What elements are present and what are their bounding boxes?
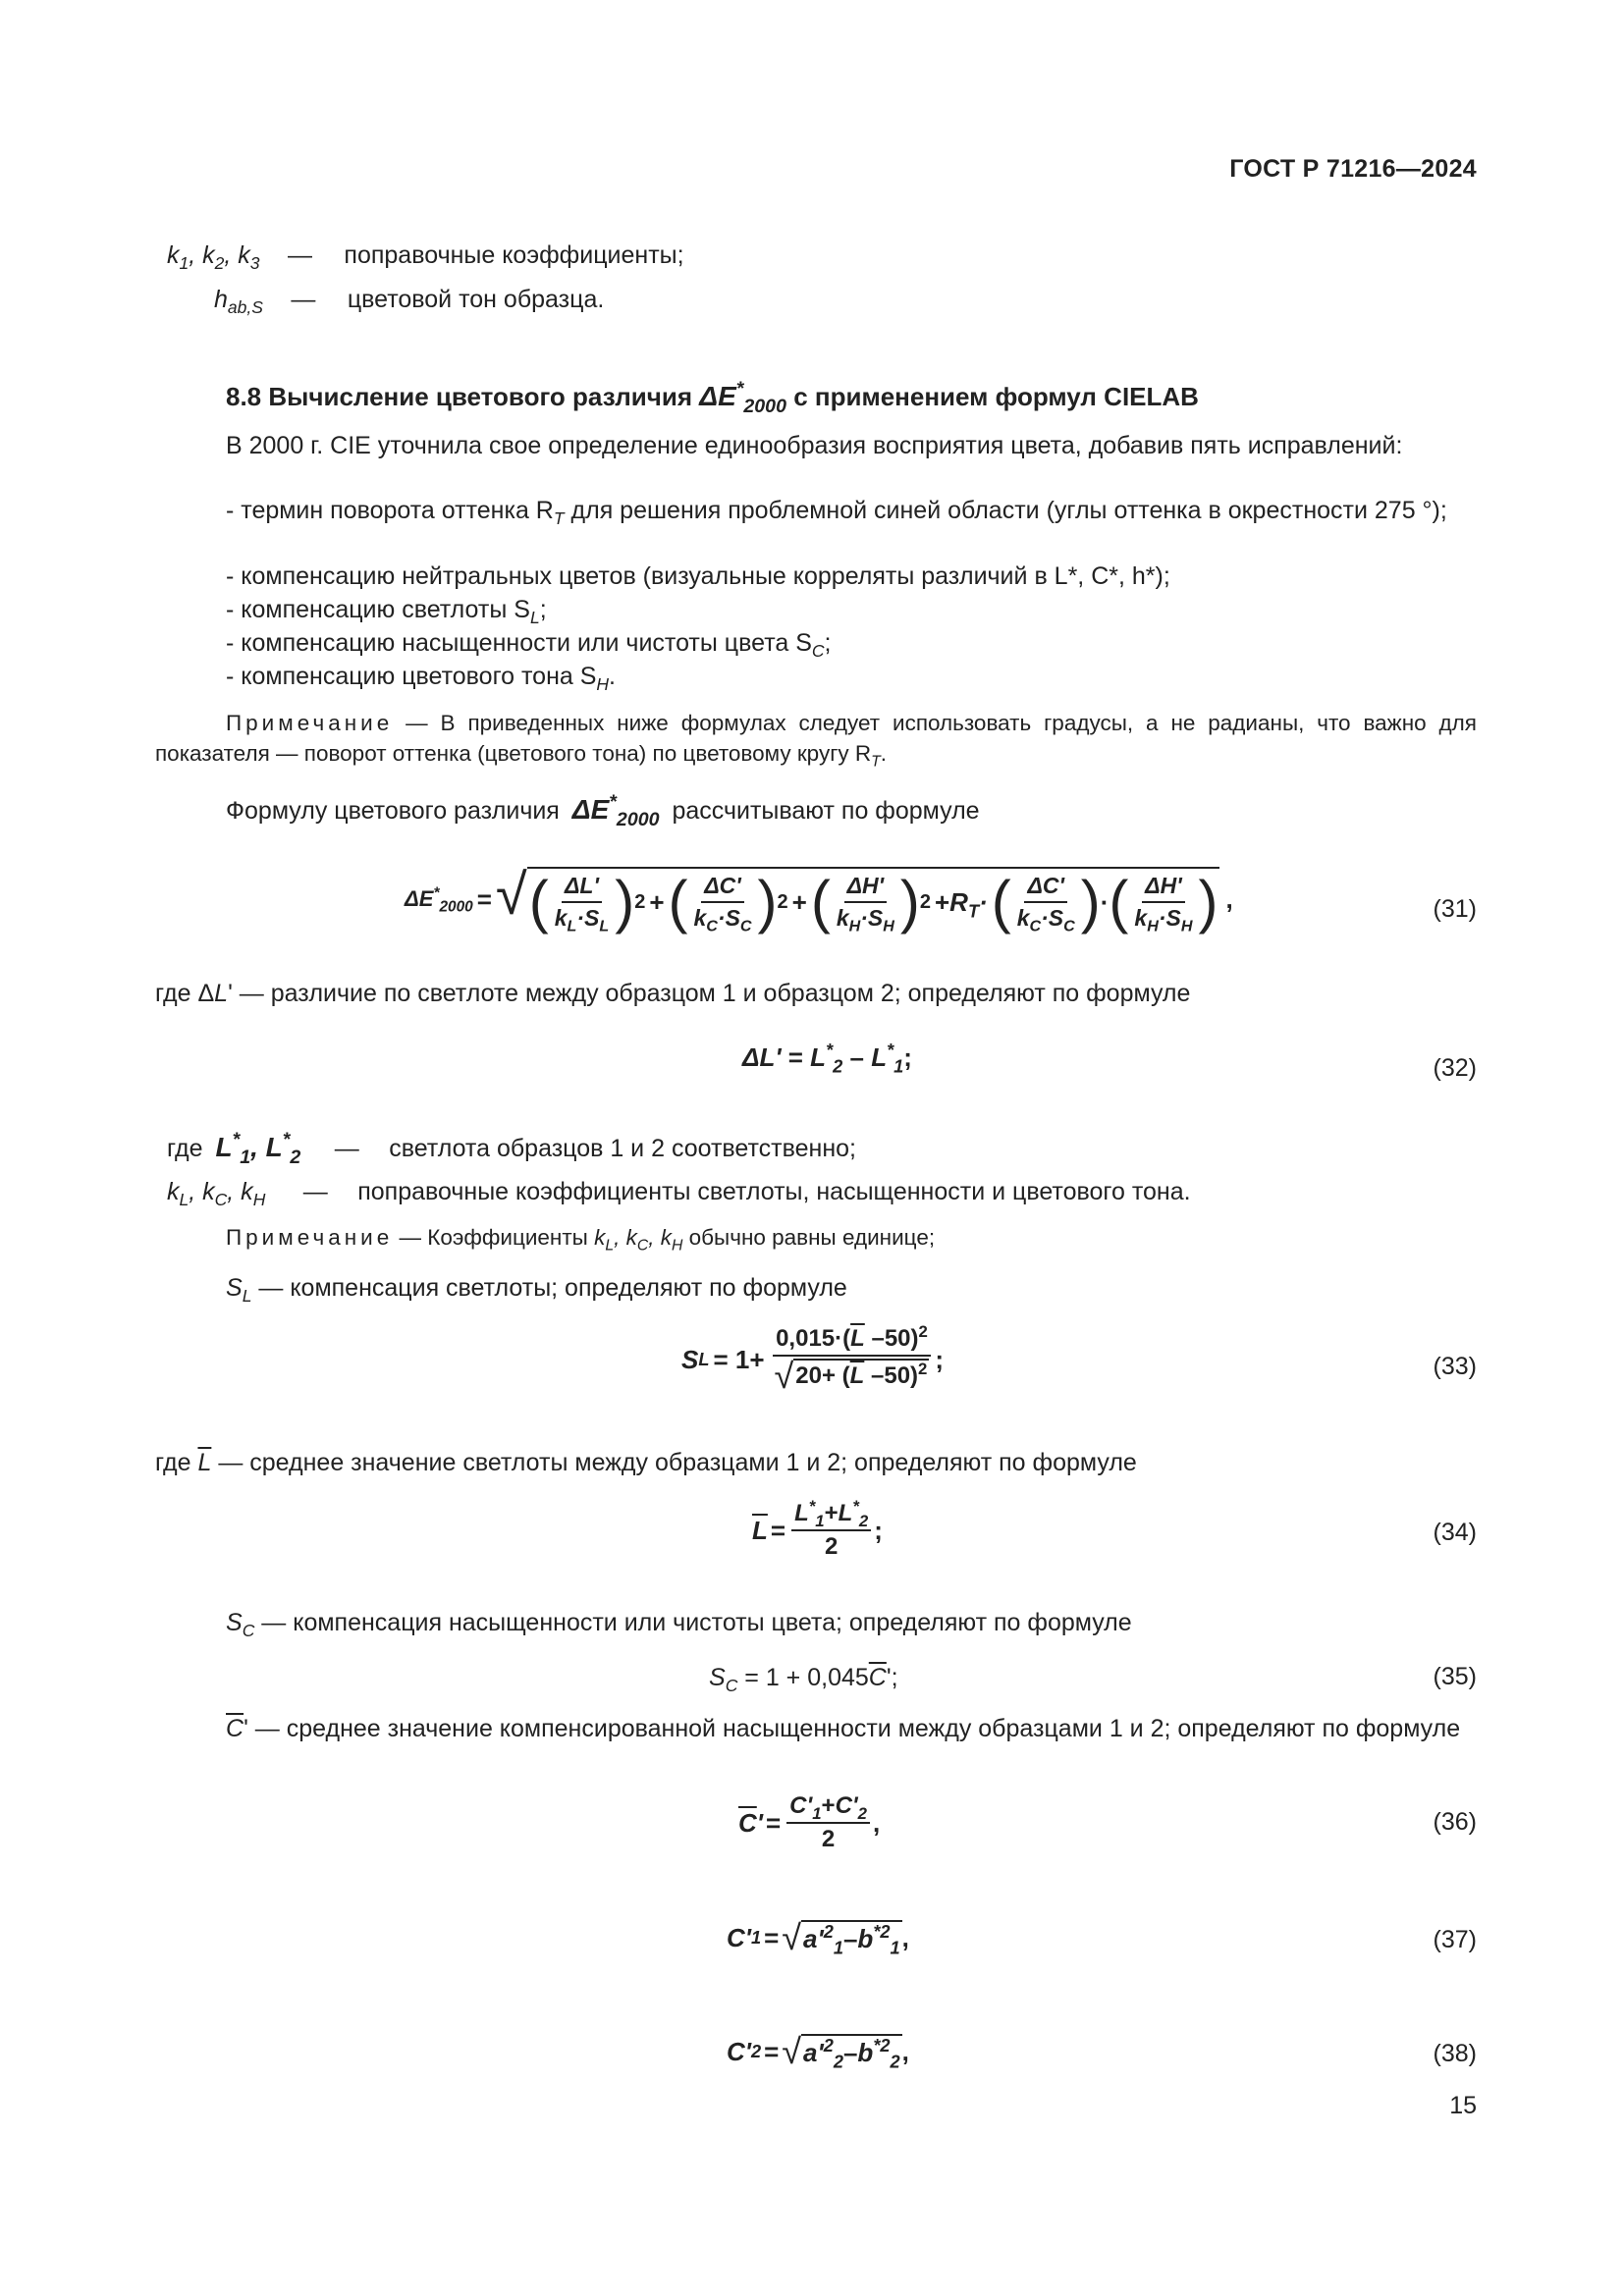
section-title-start: Вычисление цветового различия bbox=[268, 382, 693, 411]
note-text: обычно равны единице; bbox=[688, 1225, 936, 1250]
where-delta-l bbox=[155, 977, 1190, 1010]
list-item-text: - компенсацию насыщенности или чистоты цвета S bbox=[226, 629, 812, 657]
equation-34: $\overline{L}$ = $\frac{L^*_1+L^*_2}{2}$ ; bbox=[752, 1496, 883, 1560]
legend-symbol: $h_{ab,S}$ bbox=[214, 286, 263, 318]
legend-prefix: где bbox=[167, 1135, 203, 1162]
equation-number: (37) bbox=[1433, 1926, 1477, 1953]
note-coefficients: Примечание — Коэффициенты $k_L$, $k_C$, $k_H$ обычно равны единице; bbox=[226, 1225, 936, 1255]
legend-desc: светлота образцов 1 и 2 соответственно; bbox=[389, 1135, 856, 1162]
page-number: 15 bbox=[1449, 2092, 1477, 2119]
delta-e-2000-symbol: $\Delta E^*_{2000}$ bbox=[571, 791, 660, 830]
section-number: 8.8 bbox=[226, 382, 262, 411]
sc-definition: $S_C$ — компенсация насыщенности или чистоты цвета; определяют по формуле bbox=[226, 1609, 1132, 1641]
legend-row-k-coeffs bbox=[167, 1175, 1191, 1208]
where-delta-l-text: — различие по светлоте между образцом 1 и образцом 2; определяют по формуле bbox=[239, 980, 1191, 1007]
note-text: — Коэффициенты bbox=[399, 1225, 588, 1250]
legend-desc: поправочные коэффициенты; bbox=[344, 241, 684, 269]
delta-e-2000-symbol: $\Delta E^*_{2000}$ bbox=[699, 378, 786, 417]
delta-l-symbol: ΔL' bbox=[197, 980, 233, 1007]
equation-32: $\Delta L' = L^*_2 - L^*_1$; bbox=[742, 1041, 912, 1077]
sl-definition: $S_L$ — компенсация светлоты; определяют по формуле bbox=[226, 1274, 847, 1307]
equation-number: (36) bbox=[1433, 1808, 1477, 1836]
list-item: - компенсацию нейтральных цветов (визуальные корреляты различий в L*, C*, h*); bbox=[226, 562, 1170, 590]
equation-number: (32) bbox=[1433, 1054, 1477, 1082]
equation-number: (35) bbox=[1433, 1663, 1477, 1690]
equation-38: C' 2 = √ $a'^2_2-b^{*2}_2$ , bbox=[727, 2031, 909, 2072]
formula-intro bbox=[226, 793, 980, 828]
where-word: где bbox=[155, 980, 191, 1007]
formula-intro-text: рассчитывают по формуле bbox=[672, 797, 980, 825]
sl-definition-text: — компенсация светлоты; определяют по формуле bbox=[258, 1274, 847, 1302]
equation-number: (38) bbox=[1433, 2040, 1477, 2067]
equation-37: C' 1 = √ $a'^2_1-b^{*2}_1$ , bbox=[727, 1917, 909, 1958]
list-item-text: - компенсацию цветового тона S bbox=[226, 663, 597, 690]
legend-symbol: $k_L$, $k_C$, $k_H$ bbox=[167, 1178, 266, 1210]
legend-row-l bbox=[167, 1129, 856, 1168]
section-heading bbox=[226, 378, 1199, 417]
equation-35: $S_C = 1 + 0,045\overline{C}'$; bbox=[709, 1664, 898, 1696]
lbar-definition-text: — среднее значение светлоты между образцами 1 и 2; определяют по формуле bbox=[218, 1449, 1137, 1476]
lbar-definition: где $\overline{L}$ — среднее значение светлоты между образцами 1 и 2; определяют по формуле bbox=[155, 1449, 1137, 1476]
legend-dash: — bbox=[302, 1178, 328, 1205]
sc-formula-text: = 1 + 0,045 bbox=[744, 1664, 869, 1691]
legend-symbol: $L^*_1$, $L^*_2$ bbox=[215, 1129, 301, 1168]
list-item: - компенсацию цветового тона $S_H$. bbox=[226, 663, 616, 695]
list-item: - термин поворота оттенка $R_T$ для решения проблемной синей области (углы оттенка в окрестности 275 °); bbox=[226, 497, 1447, 529]
cbar-definition-text: — среднее значение компенсированной насыщенности между образцами 1 и 2; определяют по формуле bbox=[254, 1715, 1461, 1742]
where-word: где bbox=[155, 1449, 191, 1476]
document-code: ГОСТ Р 71216—2024 bbox=[1229, 155, 1477, 183]
legend-desc: поправочные коэффициенты светлоты, насыщенности и цветового тона. bbox=[357, 1178, 1191, 1205]
equation-36: $\overline{C}$ ' = $\frac{C'_1+C'_2}{2}$ , bbox=[738, 1792, 881, 1852]
legend-desc: цветовой тон образца. bbox=[347, 286, 605, 313]
section-title-end: с применением формул CIELAB bbox=[793, 382, 1199, 411]
note-text: — В приведенных ниже формулах следует использовать градусы, а не радианы, что важно для показателя — поворот оттенка (цветового тона) по цветовому кругу R bbox=[155, 711, 1477, 766]
legend-dash: — bbox=[291, 286, 316, 313]
formula-intro-text: Формулу цветового различия bbox=[226, 797, 560, 825]
note-label: Примечание bbox=[226, 1225, 394, 1250]
list-item-text: - компенсацию светлоты S bbox=[226, 596, 530, 623]
legend-row-h bbox=[214, 283, 604, 316]
note-label: Примечание bbox=[226, 711, 394, 735]
list-item-text: для решения проблемной синей области (углы оттенка в окрестности 275 °); bbox=[570, 497, 1447, 524]
equation-33: S L = 1+ $0,015\cdot(\overline{L}$ –50)$^2$ √ $20+ (\overline{L}$ –50)$^2$ ; bbox=[681, 1321, 945, 1396]
equation-31: $\Delta E^*_{2000}$ = √ ( $\frac{\Delta L'}{k_L\cdot S_L}$ ) 2 + ( $\frac{\Delta C'}{k_C\cdot S_C}$ ) 2 + ( $\frac{\Delta H'}{k_H\cdot S_H}$ ) 2 $+R_T\cdot$ ( $\frac{\Delta C'}{k_C\cdot S_C}$ ) · ( $\frac{\Delta H'}{k_H\cdot S_H}$ ) , bbox=[405, 863, 1233, 935]
legend-dash: — bbox=[334, 1135, 359, 1162]
equation-number: (33) bbox=[1433, 1353, 1477, 1380]
equation-number: (31) bbox=[1433, 895, 1477, 923]
note-radians: Примечание — В приведенных ниже формулах следует использовать градусы, а не радианы, что важно для показателя — поворот оттенка (цветового тона) по цветовому кругу $R_T$. bbox=[155, 711, 1477, 771]
legend-symbol: $k_1$, $k_2$, $k_3$ bbox=[167, 241, 260, 274]
sc-definition-text: — компенсация насыщенности или чистоты цвета; определяют по формуле bbox=[261, 1609, 1132, 1636]
legend-row-k bbox=[167, 239, 684, 272]
list-item: - компенсацию насыщенности или чистоты цвета $S_C$; bbox=[226, 629, 832, 662]
intro-paragraph: В 2000 г. CIE уточнила свое определение единообразия восприятия цвета, добавив пять исправлений: bbox=[226, 432, 1403, 459]
cbar-definition: $\overline{C}'$ — среднее значение компенсированной насыщенности между образцами 1 и 2; определяют по формуле bbox=[226, 1715, 1461, 1742]
list-item: - компенсацию светлоты $S_L$; bbox=[226, 596, 547, 628]
list-item-text: - термин поворота оттенка R bbox=[226, 497, 554, 524]
legend-dash: — bbox=[287, 241, 312, 269]
equation-number: (34) bbox=[1433, 1519, 1477, 1546]
